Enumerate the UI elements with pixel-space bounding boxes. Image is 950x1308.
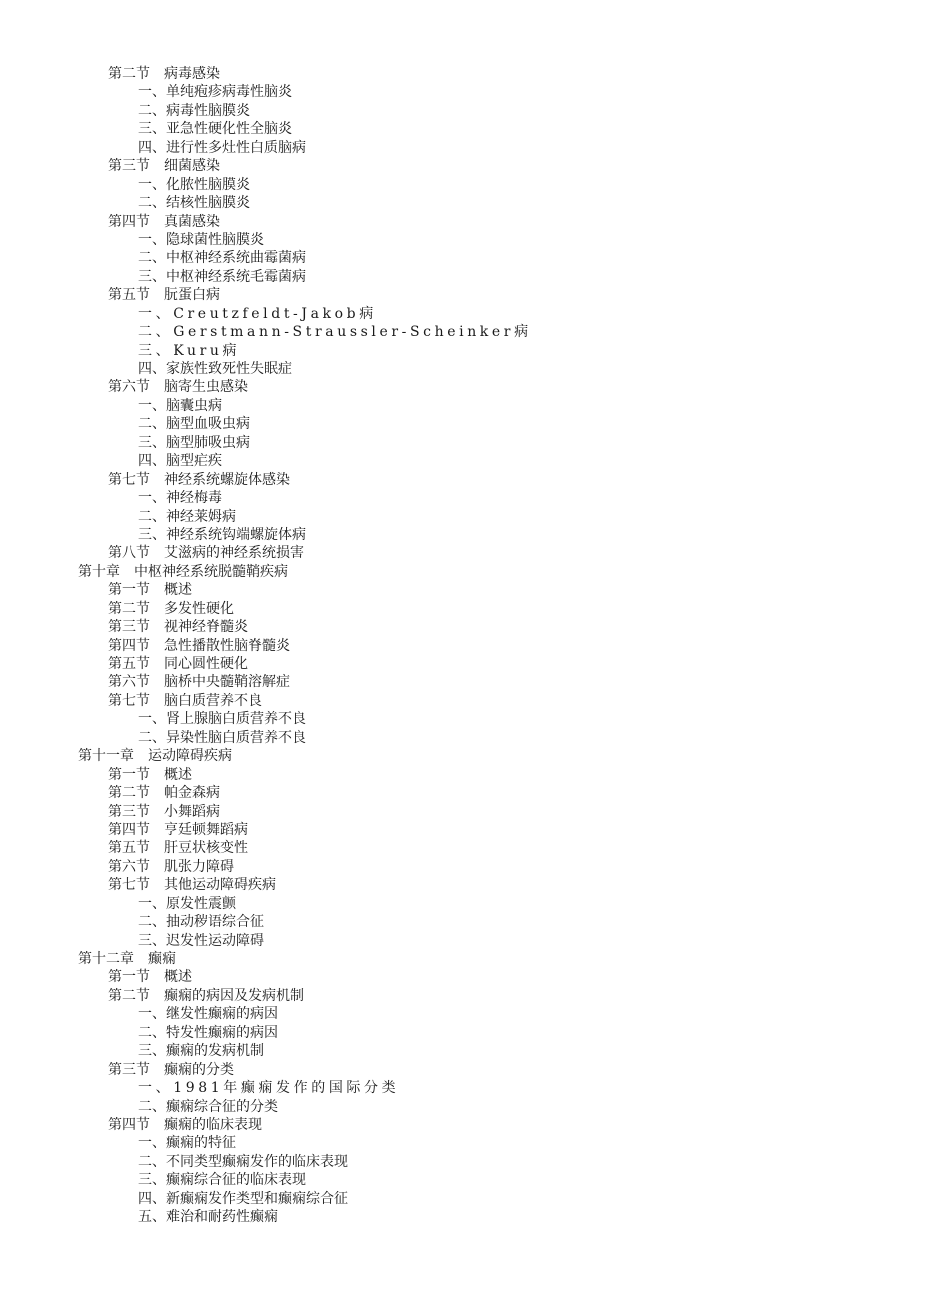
toc-section: 第二节 帕金森病 xyxy=(108,785,220,802)
toc-subsection: 一、原发性震颤 xyxy=(138,895,236,912)
toc-subsection: 二、脑型血吸虫病 xyxy=(138,416,250,433)
toc-subsection: 四、脑型疟疾 xyxy=(138,453,222,470)
toc-subsection: 一、Creutzfeldt-Jakob病 xyxy=(138,305,377,322)
toc-subsection: 一、继发性癫痫的病因 xyxy=(138,1006,278,1023)
toc-subsection: 一、化脓性脑膜炎 xyxy=(138,176,250,193)
toc-section: 第一节 概述 xyxy=(108,766,192,783)
toc-subsection: 二、病毒性脑膜炎 xyxy=(138,102,250,119)
toc-subsection: 三、癫痫的发病机制 xyxy=(138,1043,264,1060)
toc-subsection: 四、进行性多灶性白质脑病 xyxy=(138,139,306,156)
toc-subsection: 四、家族性致死性失眠症 xyxy=(138,361,292,377)
toc-subsection: 一、隐球菌性脑膜炎 xyxy=(138,231,264,248)
toc-subsection: 三、迟发性运动障碍 xyxy=(138,932,264,949)
toc-section: 第四节 急性播散性脑脊髓炎 xyxy=(108,637,290,654)
toc-subsection: 一、单纯疱疹病毒性脑炎 xyxy=(138,84,292,101)
toc-subsection: 二、异染性脑白质营养不良 xyxy=(138,729,306,746)
toc-section: 第三节 细菌感染 xyxy=(108,158,220,175)
toc-section: 第一节 概述 xyxy=(108,969,192,986)
toc-section: 第七节 脑白质营养不良 xyxy=(108,692,262,709)
table-of-contents xyxy=(0,65,950,1227)
toc-subsection: 一、神经梅毒 xyxy=(138,490,222,507)
toc-section: 第一节 概述 xyxy=(108,582,192,599)
toc-section: 第三节 视神经脊髓炎 xyxy=(108,619,248,636)
toc-section: 第六节 肌张力障碍 xyxy=(108,858,234,875)
toc-section: 第五节 肝豆状核变性 xyxy=(108,840,248,857)
toc-section: 第三节 小舞蹈病 xyxy=(108,803,220,820)
toc-subsection: 五、难治和耐药性癫痫 xyxy=(138,1209,278,1226)
toc-section: 第八节 艾滋病的神经系统损害 xyxy=(108,545,304,562)
toc-subsection: 一、脑囊虫病 xyxy=(138,397,222,414)
toc-section: 第二节 病毒感染 xyxy=(108,66,220,82)
toc-subsection: 二、癫痫综合征的分类 xyxy=(138,1098,278,1115)
toc-subsection: 二、神经莱姆病 xyxy=(138,508,236,525)
toc-section: 第七节 其他运动障碍疾病 xyxy=(108,877,276,894)
toc-subsection: 一、肾上腺脑白质营养不良 xyxy=(138,711,306,728)
toc-subsection: 二、特发性癫痫的病因 xyxy=(138,1024,278,1041)
toc-subsection: 二、Gerstmann-Straussler-Scheinker病 xyxy=(138,324,532,341)
toc-subsection: 三、Kuru病 xyxy=(138,342,241,359)
toc-subsection: 二、不同类型癫痫发作的临床表现 xyxy=(138,1153,348,1170)
toc-section: 第四节 真菌感染 xyxy=(108,213,220,230)
toc-subsection: 二、中枢神经系统曲霉菌病 xyxy=(138,250,306,267)
toc-subsection: 一、癫痫的特征 xyxy=(138,1135,236,1152)
toc-subsection: 一、1981年癫痫发作的国际分类 xyxy=(138,1080,400,1097)
toc-subsection: 二、结核性脑膜炎 xyxy=(138,195,250,212)
toc-section: 第三节 癫痫的分类 xyxy=(108,1061,234,1078)
toc-section: 第七节 神经系统螺旋体感染 xyxy=(108,471,290,488)
toc-section: 第四节 癫痫的临床表现 xyxy=(108,1116,262,1133)
toc-subsection: 二、抽动秽语综合征 xyxy=(138,914,264,931)
toc-chapter: 第十一章 运动障碍疾病 xyxy=(78,748,232,765)
toc-subsection: 四、新癫痫发作类型和癫痫综合征 xyxy=(138,1190,348,1207)
toc-subsection: 三、中枢神经系统毛霉菌病 xyxy=(138,268,306,285)
toc-section: 第二节 癫痫的病因及发病机制 xyxy=(108,987,304,1004)
toc-chapter: 第十二章 癫痫 xyxy=(78,951,176,967)
toc-chapter: 第十章 中枢神经系统脱髓鞘疾病 xyxy=(78,563,288,580)
toc-section: 第五节 同心圆性硬化 xyxy=(108,656,248,672)
toc-section: 第六节 脑桥中央髓鞘溶解症 xyxy=(108,674,290,691)
toc-subsection: 三、脑型肺吸虫病 xyxy=(138,434,250,451)
toc-section: 第四节 亨廷顿舞蹈病 xyxy=(108,821,248,838)
toc-section: 第二节 多发性硬化 xyxy=(108,600,234,617)
toc-subsection: 三、亚急性硬化性全脑炎 xyxy=(138,121,292,138)
toc-section: 第六节 脑寄生虫感染 xyxy=(108,379,248,396)
toc-subsection: 三、神经系统钩端螺旋体病 xyxy=(138,526,306,543)
toc-section: 第五节 朊蛋白病 xyxy=(108,287,220,304)
toc-subsection: 三、癫痫综合征的临床表现 xyxy=(138,1172,306,1189)
